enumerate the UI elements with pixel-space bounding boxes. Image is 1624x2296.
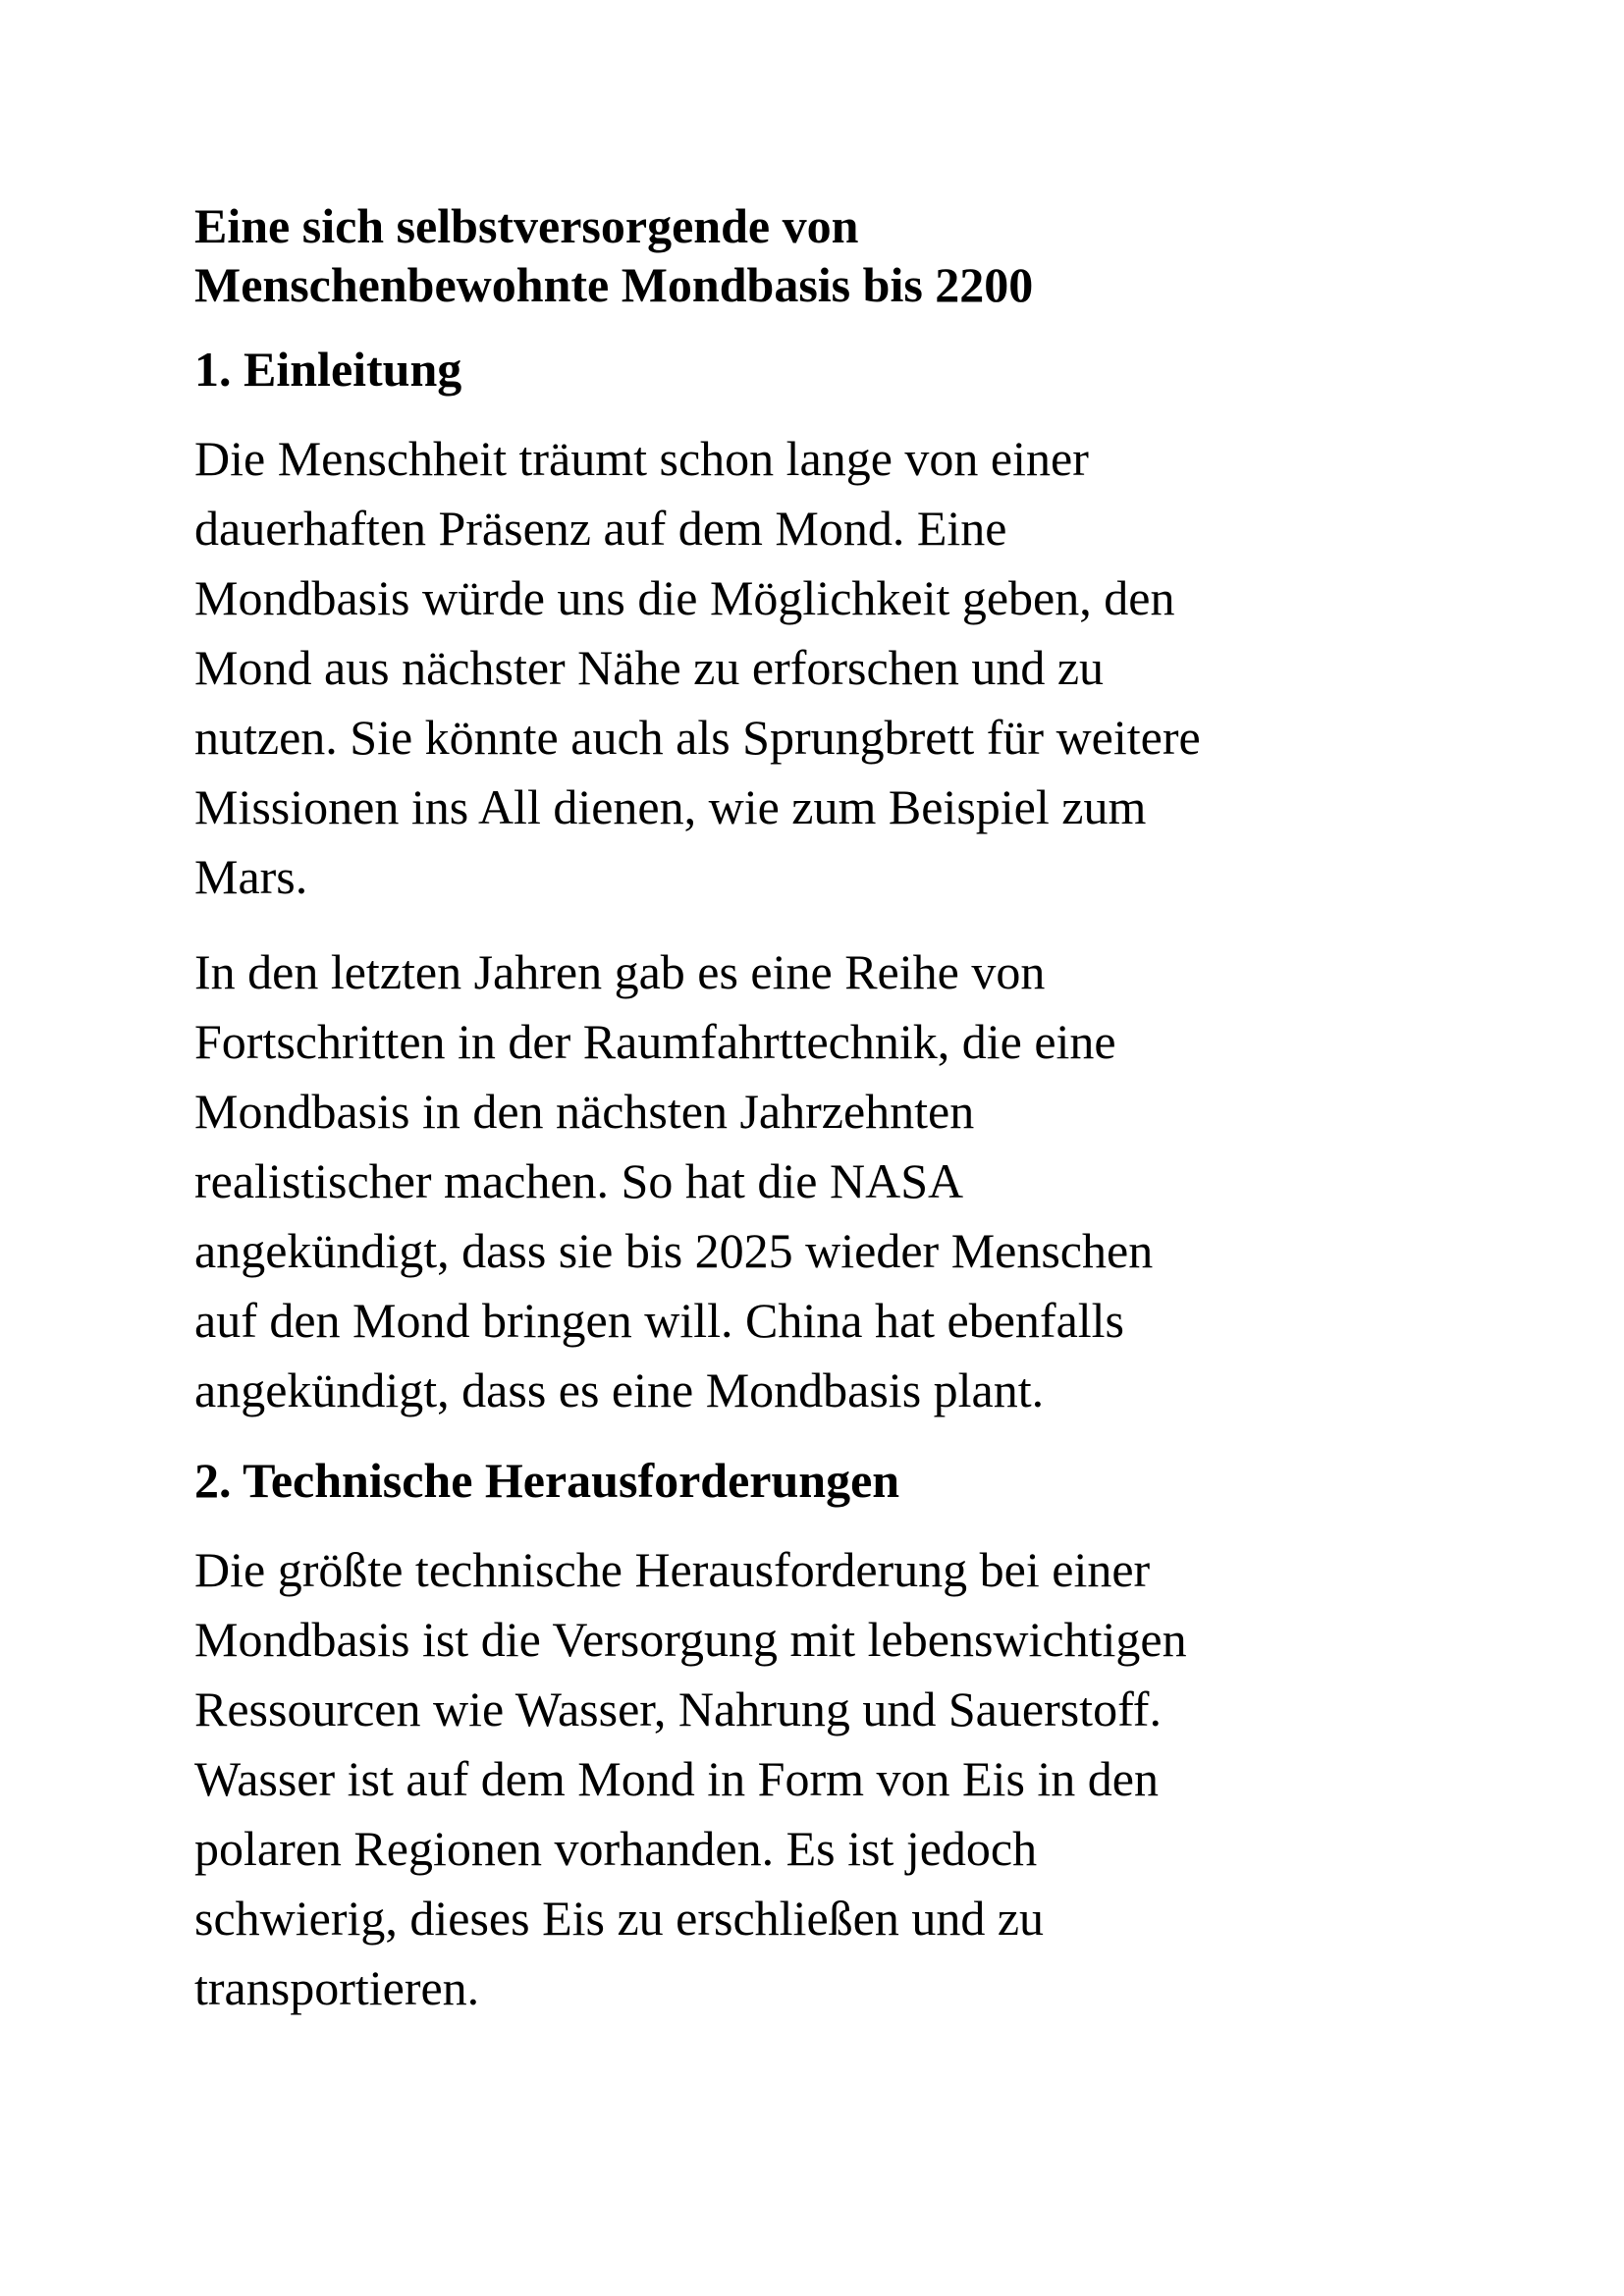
text-line: angekündigt, dass es eine Mondbasis plant. xyxy=(194,1362,1045,1417)
text-line: Mond aus nächster Nähe zu erforschen und zu xyxy=(194,640,1105,695)
paragraph xyxy=(194,937,1471,1425)
text-line: angekündigt, dass sie bis 2025 wieder Menschen xyxy=(194,1223,1154,1278)
document-page xyxy=(194,196,1471,2049)
text-line: realistischer machen. So hat die NASA xyxy=(194,1153,964,1208)
document-title xyxy=(194,196,1471,314)
section-heading: 1. Einleitung xyxy=(194,342,462,397)
text-line: Mondbasis ist die Versorgung mit lebenswichtigen xyxy=(194,1612,1187,1667)
text-line: Ressourcen wie Wasser, Nahrung und Sauerstoff. xyxy=(194,1682,1162,1736)
text-line: Wasser ist auf dem Mond in Form von Eis in den xyxy=(194,1751,1159,1806)
text-line: schwierig, dieses Eis zu erschließen und zu xyxy=(194,1891,1045,1946)
text-line: transportieren. xyxy=(194,1960,480,2015)
text-line: Die größte technische Herausforderung bei einer xyxy=(194,1542,1151,1597)
text-line: Mondbasis würde uns die Möglichkeit geben, den xyxy=(194,570,1175,625)
text-line: Die Menschheit träumt schon lange von einer xyxy=(194,431,1089,486)
text-line: auf den Mond bringen will. China hat ebenfalls xyxy=(194,1293,1124,1348)
text-line: nutzen. Sie könnte auch als Sprungbrett für weitere xyxy=(194,710,1201,765)
title-line: Menschenbewohnte Mondbasis bis 2200 xyxy=(194,257,1034,312)
paragraph xyxy=(194,1535,1471,2023)
paragraph xyxy=(194,424,1471,912)
section-einleitung xyxy=(194,340,1471,1425)
text-line: In den letzten Jahren gab es eine Reihe von xyxy=(194,944,1046,999)
text-line: Mondbasis in den nächsten Jahrzehnten xyxy=(194,1084,975,1139)
section-technische-herausforderungen xyxy=(194,1451,1471,2023)
text-line: dauerhaften Präsenz auf dem Mond. Eine xyxy=(194,501,1007,556)
text-line: polaren Regionen vorhanden. Es ist jedoch xyxy=(194,1821,1038,1876)
text-line: Missionen ins All dienen, wie zum Beispiel zum xyxy=(194,779,1147,834)
title-line: Eine sich selbstversorgende von xyxy=(194,198,859,253)
section-heading: 2. Technische Herausforderungen xyxy=(194,1453,900,1508)
text-line: Mars. xyxy=(194,849,308,904)
text-line: Fortschritten in der Raumfahrttechnik, die eine xyxy=(194,1014,1116,1069)
